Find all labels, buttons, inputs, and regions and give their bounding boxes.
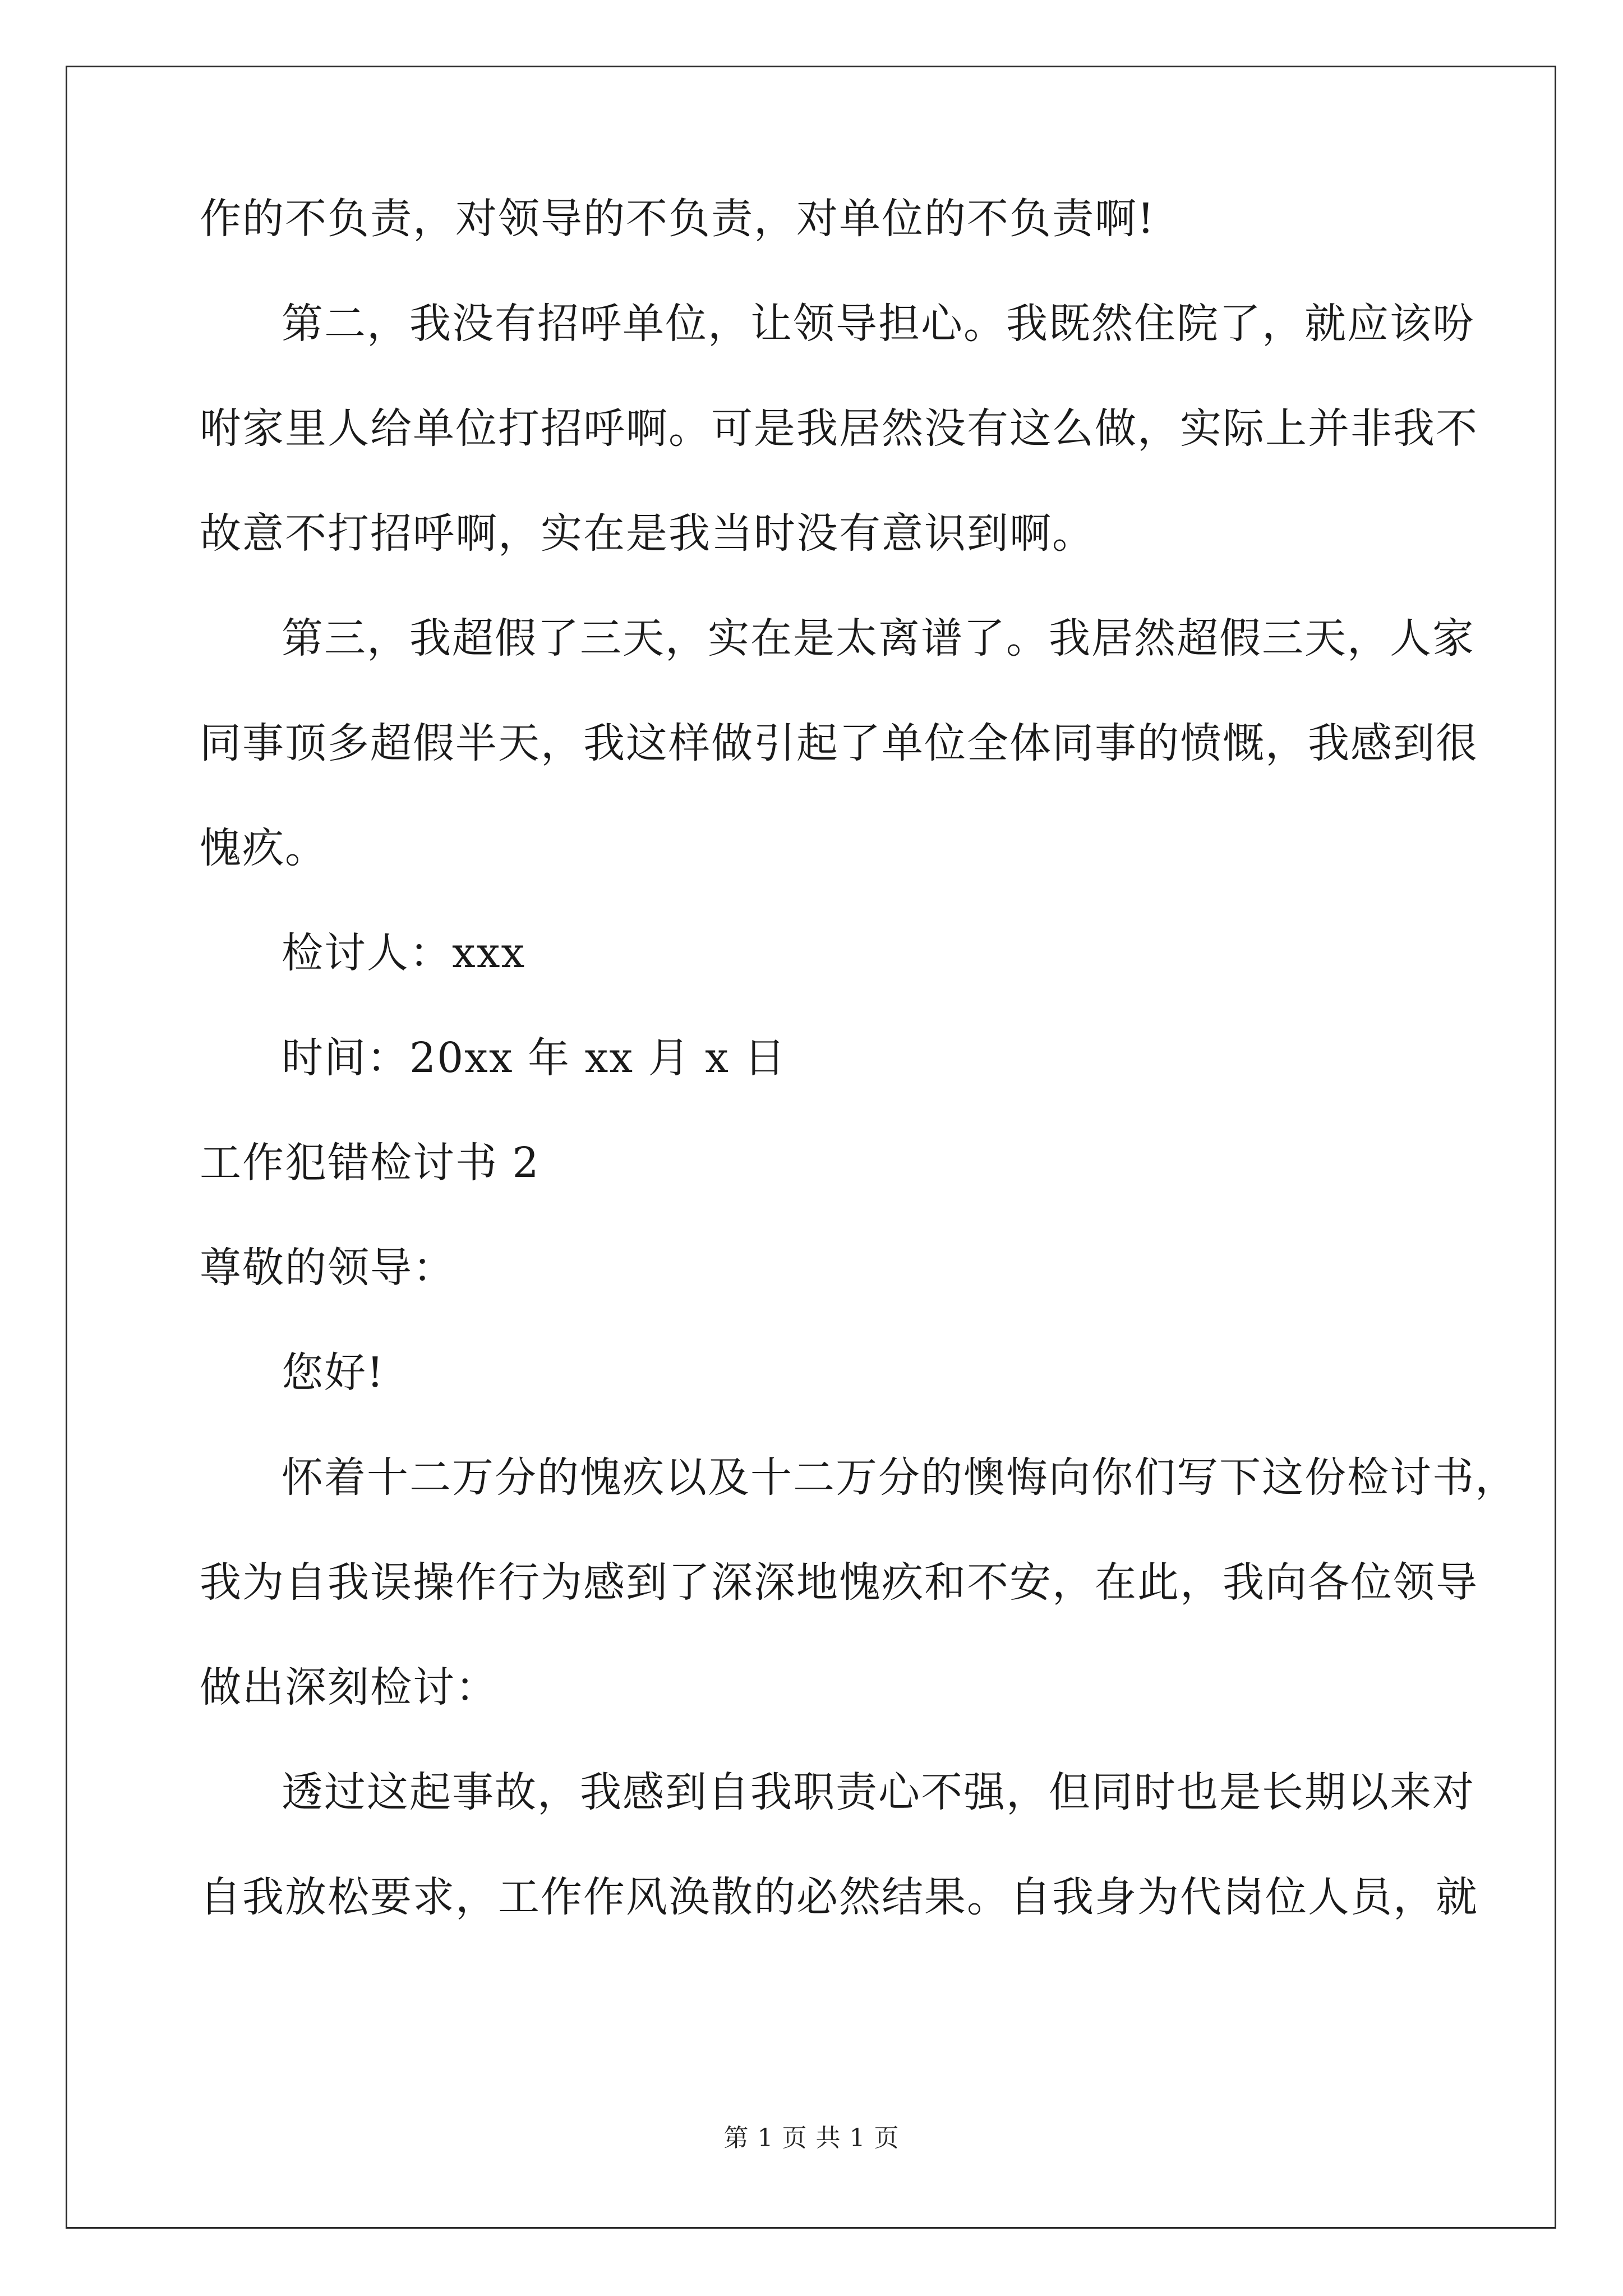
paragraph-line: 我为自我误操作行为感到了深深地愧疚和不安，在此，我向各位领导 (200, 1558, 1478, 1607)
page-footer: 第 1 页 共 1 页 (723, 2124, 900, 2152)
paragraph-line: 透过这起事故，我感到自我职责心不强，但同时也是长期以来对 (282, 1768, 1475, 1816)
salutation: 尊敬的领导： (200, 1244, 455, 1292)
section-title: 工作犯错检讨书 2 (200, 1139, 540, 1187)
paragraph-line: 自我放松要求，工作作风涣散的必然结果。自我身为代岗位人员，就 (200, 1873, 1478, 1921)
date-line: 时间：20xx 年 xx 月 x 日 (282, 1034, 787, 1082)
paragraph-line: 第三，我超假了三天，实在是太离谱了。我居然超假三天，人家 (282, 614, 1475, 662)
paragraph-line: 作的不负责，对领导的不负责，对单位的不负责啊! (200, 195, 1155, 243)
paragraph-line: 同事顶多超假半天，我这样做引起了单位全体同事的愤慨，我感到很 (200, 719, 1478, 767)
paragraph-line: 愧疚。 (200, 824, 328, 872)
paragraph-line: 做出深刻检讨： (200, 1663, 498, 1711)
paragraph-line: 第二，我没有招呼单位，让领导担心。我既然住院了，就应该吩 (282, 300, 1475, 348)
signature-line: 检讨人：xxx (282, 929, 526, 977)
greeting: 您好! (282, 1349, 385, 1397)
paragraph-line: 故意不打招呼啊，实在是我当时没有意识到啊。 (200, 509, 1095, 558)
paragraph-line: 怀着十二万分的愧疚以及十二万分的懊悔向你们写下这份检讨书， (282, 1453, 1518, 1502)
paragraph-line: 咐家里人给单位打招呼啊。可是我居然没有这么做，实际上并非我不 (200, 404, 1478, 453)
